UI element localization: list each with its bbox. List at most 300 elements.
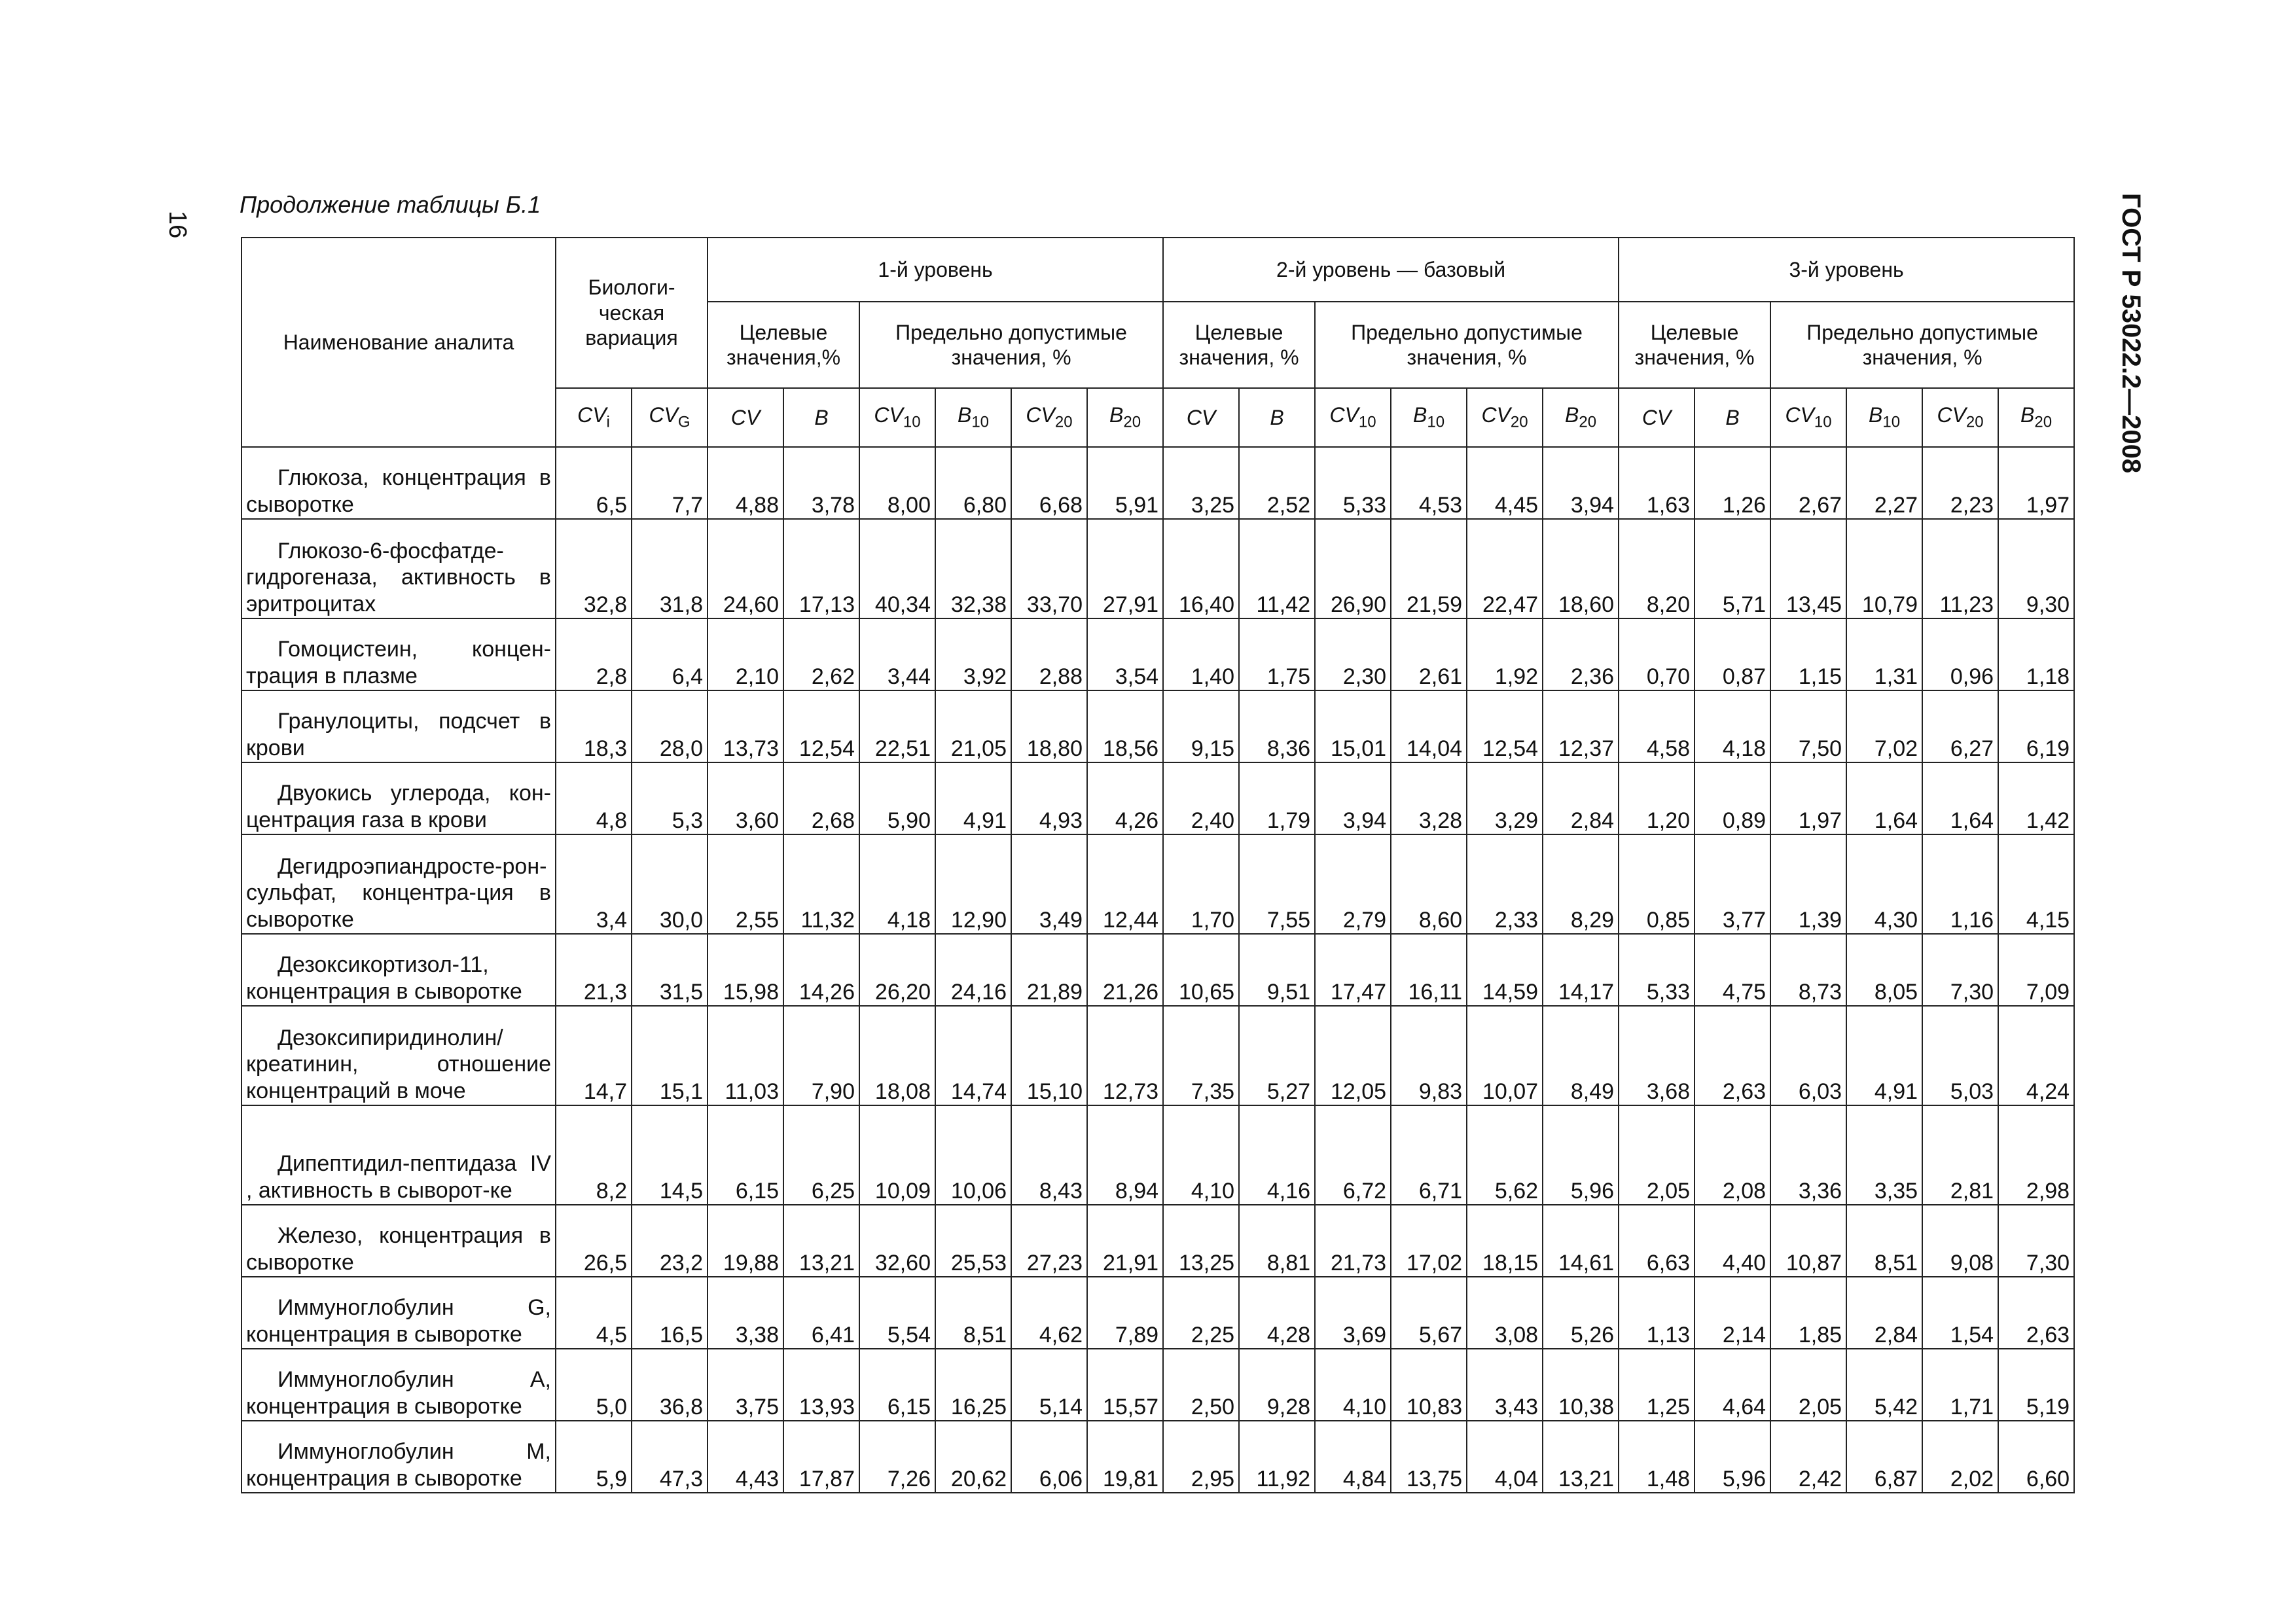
value-cell: 5,3: [632, 762, 708, 834]
value-cell: 3,60: [708, 762, 783, 834]
value-cell: 14,59: [1467, 934, 1543, 1006]
value-cell: 17,02: [1391, 1205, 1467, 1277]
header-level-2: 2-й уровень — базовый: [1163, 238, 1619, 302]
value-cell: 2,84: [1543, 762, 1619, 834]
value-cell: 16,25: [935, 1349, 1011, 1421]
value-cell: 6,72: [1315, 1105, 1391, 1205]
value-cell: 2,88: [1011, 618, 1087, 690]
value-cell: 0,87: [1695, 618, 1770, 690]
value-cell: 2,98: [1998, 1105, 2074, 1205]
value-cell: 15,01: [1315, 690, 1391, 762]
value-cell: 4,30: [1846, 834, 1922, 934]
value-cell: 9,08: [1922, 1205, 1998, 1277]
value-cell: 18,56: [1087, 690, 1163, 762]
value-cell: 4,5: [556, 1277, 632, 1349]
analyte-name: Дипептидил-пептидаза IV , активность в сыворот-ке: [242, 1105, 556, 1205]
value-cell: 8,05: [1846, 934, 1922, 1006]
value-cell: 10,87: [1770, 1205, 1846, 1277]
table-row: [242, 447, 2074, 519]
header-limits-l3: Предельно допустимые значения, %: [1770, 302, 2074, 388]
value-cell: 7,7: [632, 447, 708, 519]
table-row: [242, 934, 2074, 1006]
value-cell: 5,71: [1695, 519, 1770, 618]
value-cell: 7,30: [1998, 1205, 2074, 1277]
value-cell: 2,81: [1922, 1105, 1998, 1205]
value-cell: 2,84: [1846, 1277, 1922, 1349]
symbol-cv10: $CV_{10}$: [859, 388, 935, 447]
value-cell: 19,81: [1087, 1421, 1163, 1493]
value-cell: 4,16: [1239, 1105, 1315, 1205]
table-row: [242, 1105, 2074, 1205]
symbol-cv: CV: [1619, 388, 1695, 447]
value-cell: 5,91: [1087, 447, 1163, 519]
header-target-l3: Целевые значения, %: [1619, 302, 1770, 388]
value-cell: 20,62: [935, 1421, 1011, 1493]
value-cell: 7,35: [1163, 1006, 1239, 1105]
value-cell: 2,40: [1163, 762, 1239, 834]
value-cell: 31,8: [632, 519, 708, 618]
value-cell: 2,61: [1391, 618, 1467, 690]
value-cell: 10,83: [1391, 1349, 1467, 1421]
analyte-name: Дезоксипиридинолин/ креатинин, отношение концентраций в моче: [242, 1006, 556, 1105]
header-level-3: 3-й уровень: [1619, 238, 2074, 302]
value-cell: 2,27: [1846, 447, 1922, 519]
value-cell: 1,71: [1922, 1349, 1998, 1421]
value-cell: 11,23: [1922, 519, 1998, 618]
value-cell: 7,90: [783, 1006, 859, 1105]
header-limits-l1: Предельно допустимые значения, %: [859, 302, 1163, 388]
value-cell: 11,42: [1239, 519, 1315, 618]
value-cell: 6,19: [1998, 690, 2074, 762]
value-cell: 21,3: [556, 934, 632, 1006]
value-cell: 5,27: [1239, 1006, 1315, 1105]
value-cell: 1,97: [1770, 762, 1846, 834]
value-cell: 22,51: [859, 690, 935, 762]
value-cell: 5,67: [1391, 1277, 1467, 1349]
standard-designation: ГОСТ Р 53022.2—2008: [2117, 193, 2145, 474]
value-cell: 1,63: [1619, 447, 1695, 519]
value-cell: 8,60: [1391, 834, 1467, 934]
value-cell: 5,9: [556, 1421, 632, 1493]
value-cell: 27,23: [1011, 1205, 1087, 1277]
value-cell: 13,21: [1543, 1421, 1619, 1493]
value-cell: 5,33: [1315, 447, 1391, 519]
value-cell: 27,91: [1087, 519, 1163, 618]
value-cell: 8,36: [1239, 690, 1315, 762]
value-cell: 5,96: [1695, 1421, 1770, 1493]
value-cell: 4,58: [1619, 690, 1695, 762]
value-cell: 0,70: [1619, 618, 1695, 690]
header-row-levels: [242, 238, 2074, 302]
value-cell: 6,71: [1391, 1105, 1467, 1205]
value-cell: 4,53: [1391, 447, 1467, 519]
value-cell: 7,02: [1846, 690, 1922, 762]
value-cell: 3,94: [1315, 762, 1391, 834]
value-cell: 11,92: [1239, 1421, 1315, 1493]
analyte-name: Двуокись углерода, кон-центрация газа в крови: [242, 762, 556, 834]
value-cell: 4,10: [1315, 1349, 1391, 1421]
value-cell: 47,3: [632, 1421, 708, 1493]
value-cell: 8,00: [859, 447, 935, 519]
value-cell: 2,25: [1163, 1277, 1239, 1349]
value-cell: 7,09: [1998, 934, 2074, 1006]
value-cell: 1,20: [1619, 762, 1695, 834]
value-cell: 13,25: [1163, 1205, 1239, 1277]
value-cell: 21,73: [1315, 1205, 1391, 1277]
value-cell: 17,47: [1315, 934, 1391, 1006]
value-cell: 6,15: [859, 1349, 935, 1421]
value-cell: 2,63: [1695, 1006, 1770, 1105]
symbol-b: B: [1695, 388, 1770, 447]
value-cell: 1,16: [1922, 834, 1998, 934]
value-cell: 24,60: [708, 519, 783, 618]
value-cell: 16,11: [1391, 934, 1467, 1006]
value-cell: 4,84: [1315, 1421, 1391, 1493]
value-cell: 2,67: [1770, 447, 1846, 519]
value-cell: 13,21: [783, 1205, 859, 1277]
value-cell: 3,38: [708, 1277, 783, 1349]
value-cell: 6,15: [708, 1105, 783, 1205]
analyte-name: Дегидроэпиандросте-рон-сульфат, концентра-ция в сыворотке: [242, 834, 556, 934]
value-cell: 6,63: [1619, 1205, 1695, 1277]
value-cell: 21,59: [1391, 519, 1467, 618]
table-row: [242, 762, 2074, 834]
symbol-cv: CV: [1163, 388, 1239, 447]
value-cell: 1,48: [1619, 1421, 1695, 1493]
value-cell: 2,63: [1998, 1277, 2074, 1349]
value-cell: 7,50: [1770, 690, 1846, 762]
value-cell: 3,94: [1543, 447, 1619, 519]
value-cell: 9,28: [1239, 1349, 1315, 1421]
table-caption: Продолжение таблицы Б.1: [240, 191, 541, 218]
value-cell: 1,92: [1467, 618, 1543, 690]
value-cell: 16,5: [632, 1277, 708, 1349]
value-cell: 1,79: [1239, 762, 1315, 834]
value-cell: 1,26: [1695, 447, 1770, 519]
value-cell: 2,05: [1619, 1105, 1695, 1205]
quality-limits-table: [241, 237, 2075, 1493]
value-cell: 11,32: [783, 834, 859, 934]
value-cell: 5,42: [1846, 1349, 1922, 1421]
value-cell: 4,24: [1998, 1006, 2074, 1105]
value-cell: 3,77: [1695, 834, 1770, 934]
value-cell: 40,34: [859, 519, 935, 618]
value-cell: 0,89: [1695, 762, 1770, 834]
value-cell: 1,64: [1846, 762, 1922, 834]
value-cell: 6,4: [632, 618, 708, 690]
value-cell: 4,88: [708, 447, 783, 519]
value-cell: 3,68: [1619, 1006, 1695, 1105]
value-cell: 5,96: [1543, 1105, 1619, 1205]
value-cell: 8,20: [1619, 519, 1695, 618]
header-analyte: Наименование аналита: [242, 238, 556, 447]
value-cell: 3,36: [1770, 1105, 1846, 1205]
value-cell: 18,15: [1467, 1205, 1543, 1277]
value-cell: 5,62: [1467, 1105, 1543, 1205]
value-cell: 12,90: [935, 834, 1011, 934]
value-cell: 12,73: [1087, 1006, 1163, 1105]
value-cell: 4,26: [1087, 762, 1163, 834]
table-body: [242, 447, 2074, 1493]
symbol-cv20: $CV_{20}$: [1922, 388, 1998, 447]
value-cell: 12,05: [1315, 1006, 1391, 1105]
value-cell: 9,15: [1163, 690, 1239, 762]
value-cell: 9,83: [1391, 1006, 1467, 1105]
value-cell: 3,44: [859, 618, 935, 690]
table-row: [242, 1349, 2074, 1421]
table-row: [242, 834, 2074, 934]
symbol-cv: CV: [708, 388, 783, 447]
value-cell: 17,87: [783, 1421, 859, 1493]
table-row: [242, 519, 2074, 618]
analyte-name: Дезоксикортизол-11, концентрация в сыворотке: [242, 934, 556, 1006]
value-cell: 5,14: [1011, 1349, 1087, 1421]
value-cell: 28,0: [632, 690, 708, 762]
value-cell: 24,16: [935, 934, 1011, 1006]
value-cell: 2,62: [783, 618, 859, 690]
value-cell: 36,8: [632, 1349, 708, 1421]
value-cell: 4,18: [1695, 690, 1770, 762]
value-cell: 1,18: [1998, 618, 2074, 690]
value-cell: 2,8: [556, 618, 632, 690]
value-cell: 1,40: [1163, 618, 1239, 690]
value-cell: 1,85: [1770, 1277, 1846, 1349]
value-cell: 3,69: [1315, 1277, 1391, 1349]
value-cell: 4,04: [1467, 1421, 1543, 1493]
value-cell: 14,74: [935, 1006, 1011, 1105]
value-cell: 4,91: [935, 762, 1011, 834]
symbol-b10: $B_{10}$: [935, 388, 1011, 447]
header-target-l1: Целевые значения,%: [708, 302, 859, 388]
table-row: [242, 1205, 2074, 1277]
analyte-name: Иммуноглобулин М, концентрация в сыворотке: [242, 1421, 556, 1493]
value-cell: 19,88: [708, 1205, 783, 1277]
value-cell: 4,91: [1846, 1006, 1922, 1105]
value-cell: 2,50: [1163, 1349, 1239, 1421]
analyte-name: Иммуноглобулин G, концентрация в сыворотке: [242, 1277, 556, 1349]
value-cell: 1,64: [1922, 762, 1998, 834]
value-cell: 4,10: [1163, 1105, 1239, 1205]
value-cell: 2,95: [1163, 1421, 1239, 1493]
value-cell: 14,7: [556, 1006, 632, 1105]
page-number: 16: [164, 211, 191, 239]
value-cell: 5,54: [859, 1277, 935, 1349]
value-cell: 7,89: [1087, 1277, 1163, 1349]
value-cell: 1,31: [1846, 618, 1922, 690]
header-target-l2: Целевые значения, %: [1163, 302, 1315, 388]
symbol-cv10: $CV_{10}$: [1315, 388, 1391, 447]
analyte-name: Гранулоциты, подсчет в крови: [242, 690, 556, 762]
value-cell: 8,94: [1087, 1105, 1163, 1205]
value-cell: 13,93: [783, 1349, 859, 1421]
analyte-name: Железо, концентрация в сыворотке: [242, 1205, 556, 1277]
value-cell: 2,42: [1770, 1421, 1846, 1493]
table-row: [242, 618, 2074, 690]
value-cell: 2,30: [1315, 618, 1391, 690]
value-cell: 2,79: [1315, 834, 1391, 934]
value-cell: 6,60: [1998, 1421, 2074, 1493]
table-row: [242, 1277, 2074, 1349]
value-cell: 2,23: [1922, 447, 1998, 519]
value-cell: 15,57: [1087, 1349, 1163, 1421]
value-cell: 2,08: [1695, 1105, 1770, 1205]
value-cell: 3,25: [1163, 447, 1239, 519]
symbol-cvi: $CV_i$: [556, 388, 632, 447]
value-cell: 18,80: [1011, 690, 1087, 762]
value-cell: 32,60: [859, 1205, 935, 1277]
value-cell: 6,03: [1770, 1006, 1846, 1105]
value-cell: 1,13: [1619, 1277, 1695, 1349]
value-cell: 15,1: [632, 1006, 708, 1105]
value-cell: 21,89: [1011, 934, 1087, 1006]
value-cell: 6,25: [783, 1105, 859, 1205]
value-cell: 1,39: [1770, 834, 1846, 934]
value-cell: 2,52: [1239, 447, 1315, 519]
value-cell: 26,5: [556, 1205, 632, 1277]
value-cell: 8,81: [1239, 1205, 1315, 1277]
analyte-name: Глюкоза, концентрация в сыворотке: [242, 447, 556, 519]
value-cell: 14,17: [1543, 934, 1619, 1006]
value-cell: 6,87: [1846, 1421, 1922, 1493]
value-cell: 3,4: [556, 834, 632, 934]
value-cell: 5,90: [859, 762, 935, 834]
value-cell: 2,68: [783, 762, 859, 834]
value-cell: 4,62: [1011, 1277, 1087, 1349]
value-cell: 4,45: [1467, 447, 1543, 519]
value-cell: 12,54: [1467, 690, 1543, 762]
symbol-cv20: $CV_{20}$: [1011, 388, 1087, 447]
value-cell: 15,98: [708, 934, 783, 1006]
value-cell: 6,06: [1011, 1421, 1087, 1493]
value-cell: 3,29: [1467, 762, 1543, 834]
value-cell: 4,15: [1998, 834, 2074, 934]
value-cell: 3,49: [1011, 834, 1087, 934]
value-cell: 14,5: [632, 1105, 708, 1205]
value-cell: 3,35: [1846, 1105, 1922, 1205]
value-cell: 13,73: [708, 690, 783, 762]
value-cell: 1,70: [1163, 834, 1239, 934]
value-cell: 15,10: [1011, 1006, 1087, 1105]
value-cell: 6,5: [556, 447, 632, 519]
value-cell: 3,08: [1467, 1277, 1543, 1349]
value-cell: 17,13: [783, 519, 859, 618]
symbol-b: B: [783, 388, 859, 447]
value-cell: 2,10: [708, 618, 783, 690]
value-cell: 2,33: [1467, 834, 1543, 934]
value-cell: 13,75: [1391, 1421, 1467, 1493]
table-row: [242, 1006, 2074, 1105]
value-cell: 18,08: [859, 1006, 935, 1105]
symbol-cv10: $CV_{10}$: [1770, 388, 1846, 447]
value-cell: 7,55: [1239, 834, 1315, 934]
value-cell: 10,06: [935, 1105, 1011, 1205]
symbol-b20: $B_{20}$: [1998, 388, 2074, 447]
value-cell: 33,70: [1011, 519, 1087, 618]
value-cell: 26,90: [1315, 519, 1391, 618]
value-cell: 8,51: [935, 1277, 1011, 1349]
value-cell: 3,28: [1391, 762, 1467, 834]
value-cell: 21,26: [1087, 934, 1163, 1006]
value-cell: 32,8: [556, 519, 632, 618]
value-cell: 9,51: [1239, 934, 1315, 1006]
value-cell: 3,43: [1467, 1349, 1543, 1421]
value-cell: 8,49: [1543, 1006, 1619, 1105]
value-cell: 18,3: [556, 690, 632, 762]
value-cell: 9,30: [1998, 519, 2074, 618]
value-cell: 32,38: [935, 519, 1011, 618]
value-cell: 2,55: [708, 834, 783, 934]
value-cell: 0,96: [1922, 618, 1998, 690]
value-cell: 4,18: [859, 834, 935, 934]
value-cell: 10,07: [1467, 1006, 1543, 1105]
value-cell: 3,54: [1087, 618, 1163, 690]
header-limits-l2: Предельно допустимые значения, %: [1315, 302, 1619, 388]
value-cell: 4,75: [1695, 934, 1770, 1006]
value-cell: 8,2: [556, 1105, 632, 1205]
value-cell: 3,92: [935, 618, 1011, 690]
symbol-b20: $B_{20}$: [1543, 388, 1619, 447]
header-level-1: 1-й уровень: [708, 238, 1163, 302]
value-cell: 5,26: [1543, 1277, 1619, 1349]
value-cell: 3,75: [708, 1349, 783, 1421]
header-bio-variation: Биологи- ческая вариация: [556, 238, 708, 388]
value-cell: 6,80: [935, 447, 1011, 519]
value-cell: 8,51: [1846, 1205, 1922, 1277]
analyte-name: Глюкозо-6-фосфатде-гидрогеназа, активность в эритроцитах: [242, 519, 556, 618]
value-cell: 18,60: [1543, 519, 1619, 618]
value-cell: 12,44: [1087, 834, 1163, 934]
value-cell: 4,40: [1695, 1205, 1770, 1277]
value-cell: 21,05: [935, 690, 1011, 762]
value-cell: 25,53: [935, 1205, 1011, 1277]
value-cell: 6,68: [1011, 447, 1087, 519]
value-cell: 4,43: [708, 1421, 783, 1493]
symbol-cv20: $CV_{20}$: [1467, 388, 1543, 447]
value-cell: 2,14: [1695, 1277, 1770, 1349]
value-cell: 1,15: [1770, 618, 1846, 690]
value-cell: 8,73: [1770, 934, 1846, 1006]
value-cell: 8,43: [1011, 1105, 1087, 1205]
value-cell: 11,03: [708, 1006, 783, 1105]
value-cell: 3,78: [783, 447, 859, 519]
analyte-name: Иммуноглобулин А, концентрация в сыворотке: [242, 1349, 556, 1421]
symbol-b: B: [1239, 388, 1315, 447]
value-cell: 4,93: [1011, 762, 1087, 834]
value-cell: 1,97: [1998, 447, 2074, 519]
value-cell: 23,2: [632, 1205, 708, 1277]
value-cell: 6,27: [1922, 690, 1998, 762]
value-cell: 4,8: [556, 762, 632, 834]
value-cell: 5,0: [556, 1349, 632, 1421]
value-cell: 7,30: [1922, 934, 1998, 1006]
analyte-name: Гомоцистеин, концен-трация в плазме: [242, 618, 556, 690]
symbol-cvg: $CV_G$: [632, 388, 708, 447]
value-cell: 14,26: [783, 934, 859, 1006]
value-cell: 2,05: [1770, 1349, 1846, 1421]
value-cell: 2,02: [1922, 1421, 1998, 1493]
table-row: [242, 690, 2074, 762]
value-cell: 1,25: [1619, 1349, 1695, 1421]
value-cell: 16,40: [1163, 519, 1239, 618]
value-cell: 10,79: [1846, 519, 1922, 618]
value-cell: 1,42: [1998, 762, 2074, 834]
table-row: [242, 1421, 2074, 1493]
symbol-b10: $B_{10}$: [1391, 388, 1467, 447]
value-cell: 12,54: [783, 690, 859, 762]
value-cell: 26,20: [859, 934, 935, 1006]
value-cell: 10,09: [859, 1105, 935, 1205]
value-cell: 21,91: [1087, 1205, 1163, 1277]
